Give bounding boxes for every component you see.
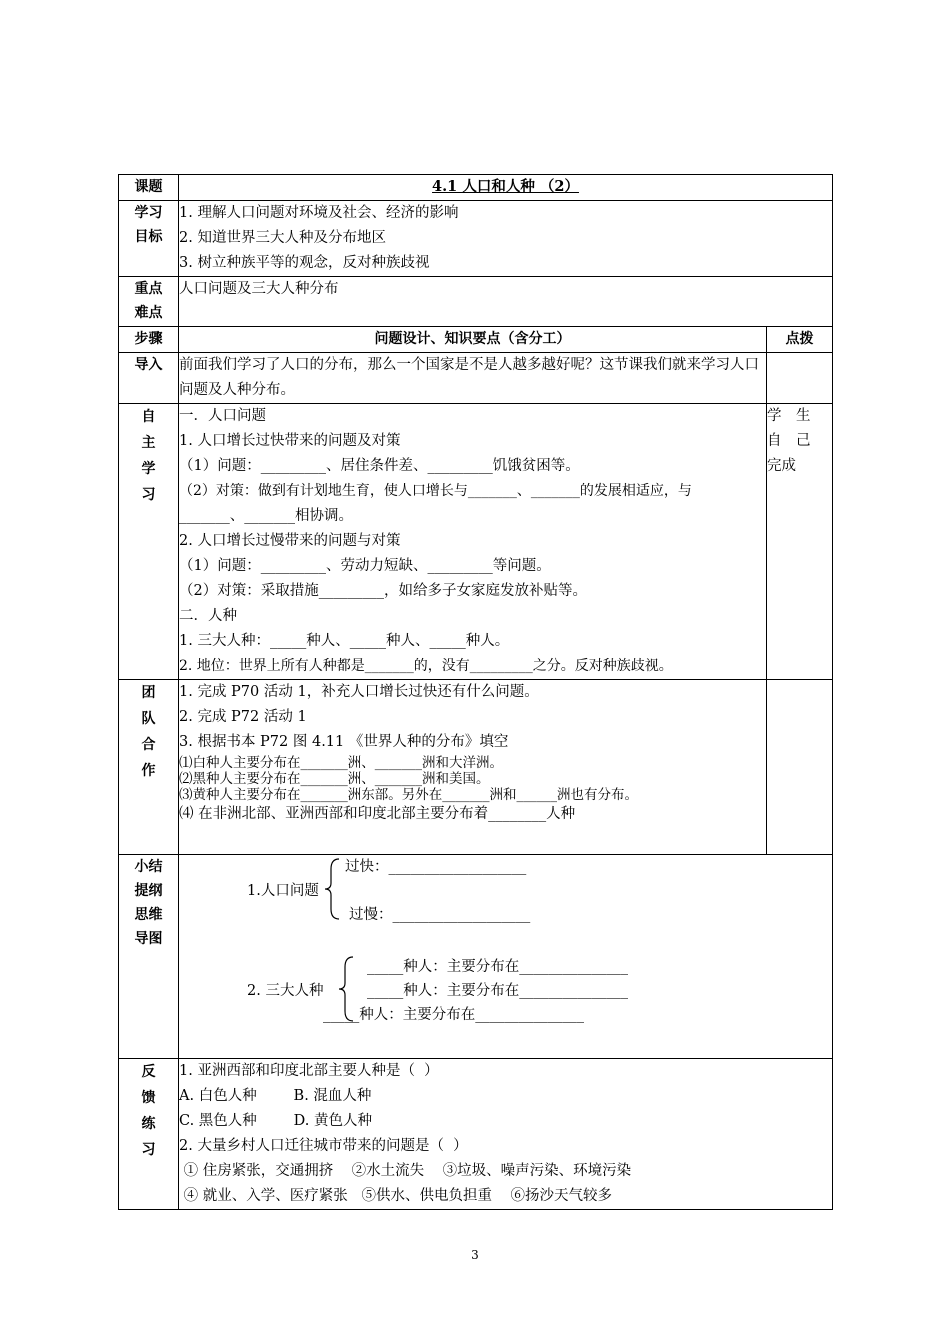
teamwork-content xyxy=(179,680,767,855)
row-key-points xyxy=(119,277,833,327)
summary-mindmap xyxy=(179,855,833,1059)
self-study-content xyxy=(179,404,767,680)
label-char: 团 xyxy=(141,685,156,701)
self-line: 2. 人口增长过慢带来的问题与对策 xyxy=(179,533,401,549)
label-char: 习 xyxy=(141,1142,156,1158)
mindmap-race-2: _____种人：主要分布在_______________ xyxy=(367,983,628,999)
key-points-text: 人口问题及三大人种分布 xyxy=(179,277,833,327)
label-summary-line: 导图 xyxy=(134,931,163,947)
label-char: 主 xyxy=(141,435,156,451)
label-char: 习 xyxy=(141,487,156,503)
label-goals-line2: 目标 xyxy=(134,229,163,245)
label-char: 自 xyxy=(141,409,156,425)
goal-item: 1. 理解人口问题对环境及社会、经济的影响 xyxy=(179,205,459,221)
label-char: 学 xyxy=(141,461,156,477)
teamwork-tip xyxy=(767,680,833,855)
self-line: （1）问题：_________、劳动力短缺、_________等问题。 xyxy=(179,558,551,574)
self-line: 一．人口问题 xyxy=(179,408,266,424)
tip-line: 自 己 xyxy=(767,433,811,449)
label-self-study xyxy=(119,404,179,680)
team-fill-line: ⑴白种人主要分布在_______洲、_______洲和大洋洲。 xyxy=(179,755,503,771)
label-topic: 课题 xyxy=(119,175,179,201)
label-intro: 导入 xyxy=(119,353,179,404)
self-line: （2）对策：做到有计划地生育，使人口增长与_______、_______的发展相适应，与 xyxy=(179,483,692,499)
header-step: 步骤 xyxy=(119,327,179,353)
feedback-line: 1. 亚洲西部和印度北部主要人种是（ ） xyxy=(179,1063,439,1079)
mindmap-slow: 过慢：___________________ xyxy=(349,907,531,923)
goal-item: 2. 知道世界三大人种及分布地区 xyxy=(179,230,386,246)
team-line: 2. 完成 P72 活动 1 xyxy=(179,709,307,725)
mindmap-fast: 过快：___________________ xyxy=(345,859,527,875)
header-design: 问题设计、知识要点（含分工） xyxy=(179,327,767,353)
label-summary-line: 小结 xyxy=(134,859,163,875)
row-goals xyxy=(119,201,833,277)
team-fill-line: ⑶黄种人主要分布在_______洲东部。另外在_______洲和______洲也有分布。 xyxy=(179,787,638,803)
intro-text: 前面我们学习了人口的分布，那么一个国家是不是人越多越好呢？这节课我们就来学习人口问题及人种分布。 xyxy=(179,353,767,404)
team-line: 1. 完成 P70 活动 1，补充人口增长过快还有什么问题。 xyxy=(179,684,539,700)
label-key-points xyxy=(119,277,179,327)
self-line: 1. 三大人种：_____种人、_____种人、_____种人。 xyxy=(179,633,510,649)
goal-item: 3. 树立种族平等的观念，反对种族歧视 xyxy=(179,255,430,271)
label-char: 合 xyxy=(141,737,156,753)
feedback-line: A. 白色人种 B. 混血人种 xyxy=(179,1088,372,1104)
mindmap-race-3: _____种人：主要分布在_______________ xyxy=(323,1007,584,1023)
label-key-line1: 重点 xyxy=(134,281,163,297)
row-topic xyxy=(119,175,833,201)
tip-line: 学 生 xyxy=(767,408,811,424)
team-fill-line: ⑵黑种人主要分布在_______洲、_______洲和美国。 xyxy=(179,771,490,787)
row-self-study xyxy=(119,404,833,680)
self-line: 2. 地位：世界上所有人种都是_______的，没有_________之分。反对种族歧视。 xyxy=(179,658,673,674)
label-summary xyxy=(119,855,179,1059)
self-line: _______、_______相协调。 xyxy=(179,508,353,524)
self-line: （2）对策：采取措施_________，如给多子女家庭发放补贴等。 xyxy=(179,583,587,599)
label-goals xyxy=(119,201,179,277)
row-feedback xyxy=(119,1059,833,1210)
label-teamwork xyxy=(119,680,179,855)
lesson-title: 4.1 人口和人种 （2） xyxy=(179,175,833,201)
label-feedback xyxy=(119,1059,179,1210)
team-fill-line: ⑷ 在非洲北部、亚洲西部和印度北部主要分布着________人种 xyxy=(179,806,576,822)
mindmap-q1: 1.人口问题 xyxy=(247,883,319,899)
label-char: 馈 xyxy=(141,1090,156,1106)
goals-content xyxy=(179,201,833,277)
feedback-content xyxy=(179,1059,833,1210)
label-char: 作 xyxy=(141,763,156,779)
tip-line: 完成 xyxy=(767,458,796,474)
page-number: 3 xyxy=(471,1248,479,1262)
lesson-plan-table xyxy=(118,174,833,1210)
feedback-line: 2. 大量乡村人口迁往城市带来的问题是（ ） xyxy=(179,1138,468,1154)
row-intro xyxy=(119,353,833,404)
label-goals-line1: 学习 xyxy=(134,205,163,221)
mindmap-race-1: _____种人：主要分布在_______________ xyxy=(367,959,628,975)
header-tip: 点拨 xyxy=(767,327,833,353)
row-teamwork xyxy=(119,680,833,855)
row-summary xyxy=(119,855,833,1059)
label-char: 练 xyxy=(141,1116,156,1132)
self-line: 二．人种 xyxy=(179,608,237,624)
label-summary-line: 提纲 xyxy=(134,883,163,899)
mindmap-q2: 2. 三大人种 xyxy=(247,983,324,999)
team-line: 3. 根据书本 P72 图 4.11 《世界人种的分布》填空 xyxy=(179,734,509,750)
self-line: （1）问题：_________、居住条件差、_________饥饿贫困等。 xyxy=(179,458,580,474)
label-char: 队 xyxy=(141,711,156,727)
feedback-line: ① 住房紧张，交通拥挤 ②水土流失 ③垃圾、噪声污染、环境污染 xyxy=(179,1163,632,1179)
feedback-line: ④ 就业、入学、医疗紧张 ⑤供水、供电负担重 ⑥扬沙天气较多 xyxy=(179,1188,612,1204)
intro-tip xyxy=(767,353,833,404)
brace-icon xyxy=(323,857,343,921)
self-line: 1. 人口增长过快带来的问题及对策 xyxy=(179,433,401,449)
label-summary-line: 思维 xyxy=(134,907,163,923)
label-char: 反 xyxy=(141,1064,156,1080)
label-key-line2: 难点 xyxy=(134,305,163,321)
feedback-line: C. 黑色人种 D. 黄色人种 xyxy=(179,1113,372,1129)
row-header xyxy=(119,327,833,353)
self-study-tip xyxy=(767,404,833,680)
